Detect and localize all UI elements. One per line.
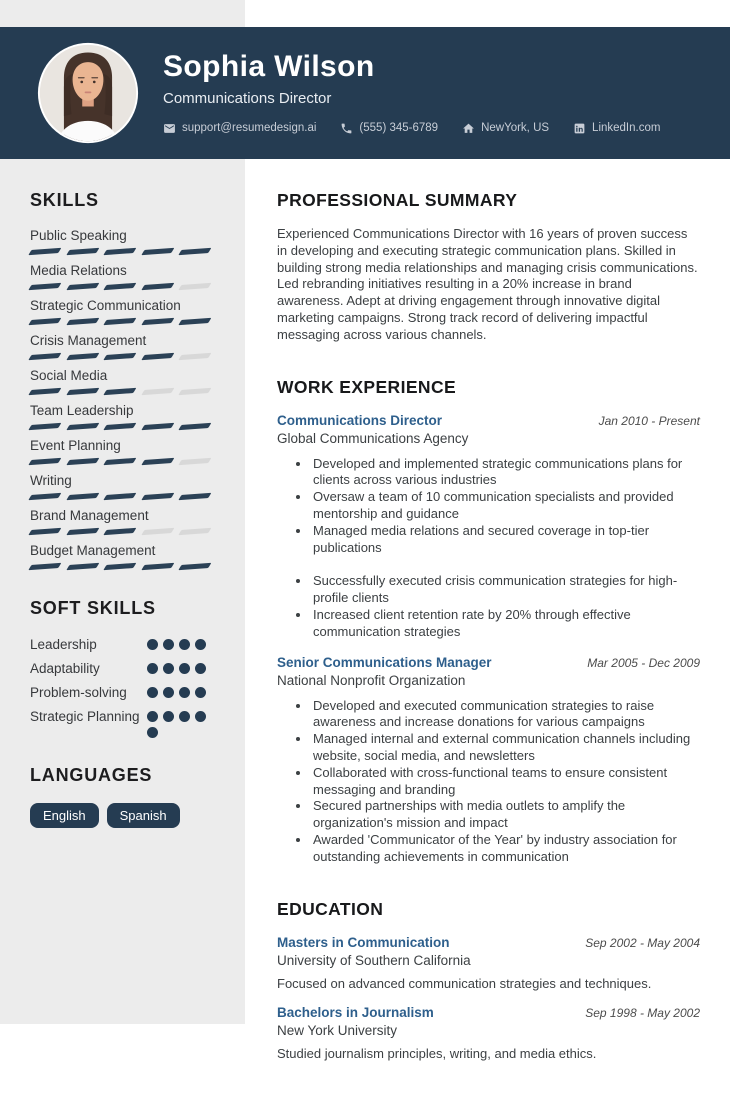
skills-list <box>30 228 210 569</box>
skill-bar-segment-filled <box>141 423 173 430</box>
skill-bar-segment-filled <box>66 318 98 325</box>
skill-bar-segment-filled <box>141 563 173 570</box>
education-description: Studied journalism principles, writing, and media ethics. <box>277 1046 597 1062</box>
skill-bar-segment-filled <box>104 528 136 535</box>
skill-item <box>30 438 210 464</box>
contact-home <box>462 122 549 135</box>
soft-skill-dots <box>147 660 210 677</box>
job-title: Communications Director <box>277 412 443 428</box>
skill-bar-segment-filled <box>29 563 61 570</box>
avatar-illustration <box>36 41 140 145</box>
job-bullet: • Developed and executed communication strategies to raise awareness and increase donations for various campaigns <box>311 698 700 732</box>
education-header <box>277 935 700 950</box>
job-entry <box>277 655 700 866</box>
soft-skill-row <box>30 660 210 677</box>
skill-bar-segment-filled <box>141 318 173 325</box>
skill-bar <box>30 528 210 534</box>
languages-list <box>30 803 210 828</box>
job-bullets <box>277 456 700 641</box>
education-degree: Bachelors in Journalism <box>277 1005 434 1021</box>
skill-bar-segment-filled <box>66 458 98 465</box>
language-pill: Spanish <box>107 803 180 828</box>
job-bullet: • Successfully executed crisis communication strategies for high-profile clients <box>311 573 700 607</box>
education-dates: Sep 1998 - May 2002 <box>585 1006 700 1021</box>
skill-bar-segment-filled <box>66 388 98 395</box>
skill-bar-segment-filled <box>104 458 136 465</box>
skill-bar-segment-filled <box>104 423 136 430</box>
skill-label: Media Relations <box>30 263 127 278</box>
job-bullet: • Developed and implemented strategic communications plans for clients across various industries <box>311 456 700 490</box>
skill-bar-segment-empty <box>141 388 173 395</box>
soft-skill-row <box>30 636 210 653</box>
job-bullet: • Increased client retention rate by 20% through effective communication strategies <box>311 607 700 641</box>
skill-bar-segment-filled <box>66 283 98 290</box>
education-dates: Sep 2002 - May 2004 <box>585 935 700 950</box>
skill-bar-segment-empty <box>179 458 211 465</box>
job-bullet: • Collaborated with cross-functional teams to ensure consistent messaging and branding <box>311 765 700 799</box>
soft-skill-dots <box>147 684 210 701</box>
contact-text: (555) 345-6789 <box>359 122 439 135</box>
skill-bar-segment-filled <box>141 283 173 290</box>
skill-bar-segment-filled <box>66 353 98 360</box>
skill-bar-segment-filled <box>104 388 136 395</box>
skill-bar-segment-filled <box>66 563 98 570</box>
experience-section <box>277 377 700 866</box>
skill-bar <box>30 563 210 569</box>
skill-bar-segment-filled <box>104 283 136 290</box>
job-bullet: • Awarded 'Communicator of the Year' by industry association for outstanding achievements in communication <box>311 832 700 866</box>
rating-dot <box>147 639 158 650</box>
skill-bar-segment-filled <box>141 458 173 465</box>
skill-bar-segment-filled <box>66 248 98 255</box>
skill-bar-segment-filled <box>29 493 61 500</box>
rating-dot <box>163 663 174 674</box>
summary-text: Experienced Communications Director with 16 years of proven success in developing and executing strategic communication plans. Skilled in building strong media relationships and managing crisis communications. Led rebranding initiatives resulting in a 20% increase in brand awareness. Adept at driving engagement through innovative digital marketing campaigns. Strong track record of delivering impactful messaging across various channels. <box>277 226 698 342</box>
rating-dot <box>195 687 206 698</box>
skill-label: Event Planning <box>30 438 121 453</box>
education-school: University of Southern California <box>277 952 471 968</box>
job-bullet: • Oversaw a team of 10 communication specialists and provided mentorship and guidance <box>311 489 700 523</box>
skill-bar <box>30 248 210 254</box>
skill-bar <box>30 388 210 394</box>
skill-bar-segment-filled <box>179 563 211 570</box>
skill-bar-segment-empty <box>179 388 211 395</box>
skill-label: Budget Management <box>30 543 156 558</box>
soft-skill-dots <box>147 708 210 738</box>
skill-bar-segment-filled <box>141 353 173 360</box>
skill-bar-segment-filled <box>66 423 98 430</box>
skill-item <box>30 263 210 289</box>
education-header <box>277 1005 700 1020</box>
rating-dot <box>179 663 190 674</box>
soft-skill-label: Problem-solving <box>30 685 127 700</box>
skill-item <box>30 228 210 254</box>
skill-bar-segment-filled <box>179 423 211 430</box>
skill-bar-segment-filled <box>141 248 173 255</box>
profile-photo <box>36 41 140 145</box>
skill-bar-segment-filled <box>104 248 136 255</box>
education-entry <box>277 1005 700 1063</box>
header <box>0 27 730 159</box>
home-icon <box>462 122 475 135</box>
skill-bar-segment-filled <box>179 248 211 255</box>
job-company: Global Communications Agency <box>277 430 469 446</box>
skill-bar-segment-empty <box>141 528 173 535</box>
contact-text: LinkedIn.com <box>592 122 661 135</box>
skill-item <box>30 368 210 394</box>
skill-item <box>30 473 210 499</box>
skill-bar <box>30 353 210 359</box>
soft-skill-label: Adaptability <box>30 661 100 676</box>
skills-heading: SKILLS <box>30 190 99 210</box>
skill-bar-segment-filled <box>104 563 136 570</box>
soft-skill-label: Leadership <box>30 637 97 652</box>
skill-bar <box>30 318 210 324</box>
skill-bar-segment-filled <box>29 353 61 360</box>
soft-skills-heading: SOFT SKILLS <box>30 598 156 618</box>
languages-heading: LANGUAGES <box>30 765 153 785</box>
skill-item <box>30 508 210 534</box>
job-header <box>277 655 700 670</box>
contact-linkedin[interactable] <box>573 122 660 135</box>
rating-dot <box>179 687 190 698</box>
rating-dot <box>163 687 174 698</box>
job-bullet: • Secured partnerships with media outlets to amplify the organization's mission and impact <box>311 798 700 832</box>
contact-row <box>163 122 660 135</box>
skill-bar <box>30 283 210 289</box>
contact-phone[interactable] <box>340 122 438 135</box>
education-section <box>277 899 700 1064</box>
header-info <box>163 51 660 135</box>
jobs-list <box>277 413 700 866</box>
soft-skill-row <box>30 684 210 701</box>
job-header <box>277 413 700 428</box>
skill-bar <box>30 458 210 464</box>
skill-label: Public Speaking <box>30 228 127 243</box>
skill-bar-segment-filled <box>179 493 211 500</box>
job-dates: Mar 2005 - Dec 2009 <box>587 655 700 670</box>
rating-dot <box>147 687 158 698</box>
rating-dot <box>195 711 206 722</box>
skill-bar-segment-filled <box>141 493 173 500</box>
skill-bar-segment-filled <box>104 353 136 360</box>
skill-item <box>30 403 210 429</box>
skill-bar-segment-filled <box>66 528 98 535</box>
job-bullets <box>277 698 700 866</box>
soft-skill-dots <box>147 636 210 653</box>
summary-heading: PROFESSIONAL SUMMARY <box>277 190 518 210</box>
rating-dot <box>195 663 206 674</box>
skill-bar-segment-empty <box>179 353 211 360</box>
skill-label: Brand Management <box>30 508 149 523</box>
language-pill: English <box>30 803 99 828</box>
linkedin-icon <box>573 122 586 135</box>
skill-label: Social Media <box>30 368 108 383</box>
soft-skill-label: Strategic Planning <box>30 709 140 724</box>
skill-bar-segment-filled <box>104 493 136 500</box>
rating-dot <box>147 727 158 738</box>
skill-label: Crisis Management <box>30 333 147 348</box>
skill-bar-segment-filled <box>29 388 61 395</box>
contact-text: NewYork, US <box>481 122 550 135</box>
skill-item <box>30 543 210 569</box>
job-bullet: • Managed internal and external communication channels including website, social media, and newsletters <box>311 731 700 765</box>
skill-bar-segment-empty <box>179 283 211 290</box>
job-dates: Jan 2010 - Present <box>598 413 700 428</box>
skill-item <box>30 333 210 359</box>
skill-bar-segment-filled <box>179 318 211 325</box>
skill-bar-segment-filled <box>29 458 61 465</box>
skill-label: Writing <box>30 473 72 488</box>
soft-skill-row <box>30 708 210 738</box>
rating-dot <box>163 711 174 722</box>
education-description: Focused on advanced communication strategies and techniques. <box>277 975 652 991</box>
education-list <box>277 935 700 1064</box>
skill-bar-segment-filled <box>29 528 61 535</box>
skill-bar-segment-filled <box>104 318 136 325</box>
experience-heading: WORK EXPERIENCE <box>277 376 457 397</box>
candidate-job-title: Communications Director <box>163 89 332 107</box>
sidebar <box>0 159 245 828</box>
job-entry <box>277 413 700 641</box>
skill-bar-segment-empty <box>179 528 211 535</box>
rating-dot <box>195 639 206 650</box>
skill-item <box>30 298 210 324</box>
job-title: Senior Communications Manager <box>277 654 492 670</box>
skill-label: Team Leadership <box>30 403 134 418</box>
education-entry <box>277 935 700 993</box>
skill-bar-segment-filled <box>29 283 61 290</box>
rating-dot <box>147 663 158 674</box>
rating-dot <box>163 639 174 650</box>
education-school: New York University <box>277 1023 398 1039</box>
skill-bar-segment-filled <box>29 423 61 430</box>
soft-skills-list <box>30 636 210 738</box>
rating-dot <box>147 711 158 722</box>
skill-bar <box>30 493 210 499</box>
contact-text: support@resumedesign.ai <box>182 122 317 135</box>
skill-bar <box>30 423 210 429</box>
job-bullet: • Managed media relations and secured coverage in top-tier publications <box>311 523 700 557</box>
phone-icon <box>340 122 353 135</box>
contact-email[interactable] <box>163 122 316 135</box>
summary-section <box>277 190 700 344</box>
candidate-name: Sophia Wilson <box>163 50 375 84</box>
skill-bar-segment-filled <box>66 493 98 500</box>
rating-dot <box>179 711 190 722</box>
job-company: National Nonprofit Organization <box>277 672 466 688</box>
skill-bar-segment-filled <box>29 248 61 255</box>
rating-dot <box>179 639 190 650</box>
email-icon <box>163 122 176 135</box>
education-degree: Masters in Communication <box>277 934 450 950</box>
main-content <box>245 159 730 1096</box>
education-heading: EDUCATION <box>277 898 384 919</box>
skill-label: Strategic Communication <box>30 298 181 313</box>
skill-bar-segment-filled <box>29 318 61 325</box>
